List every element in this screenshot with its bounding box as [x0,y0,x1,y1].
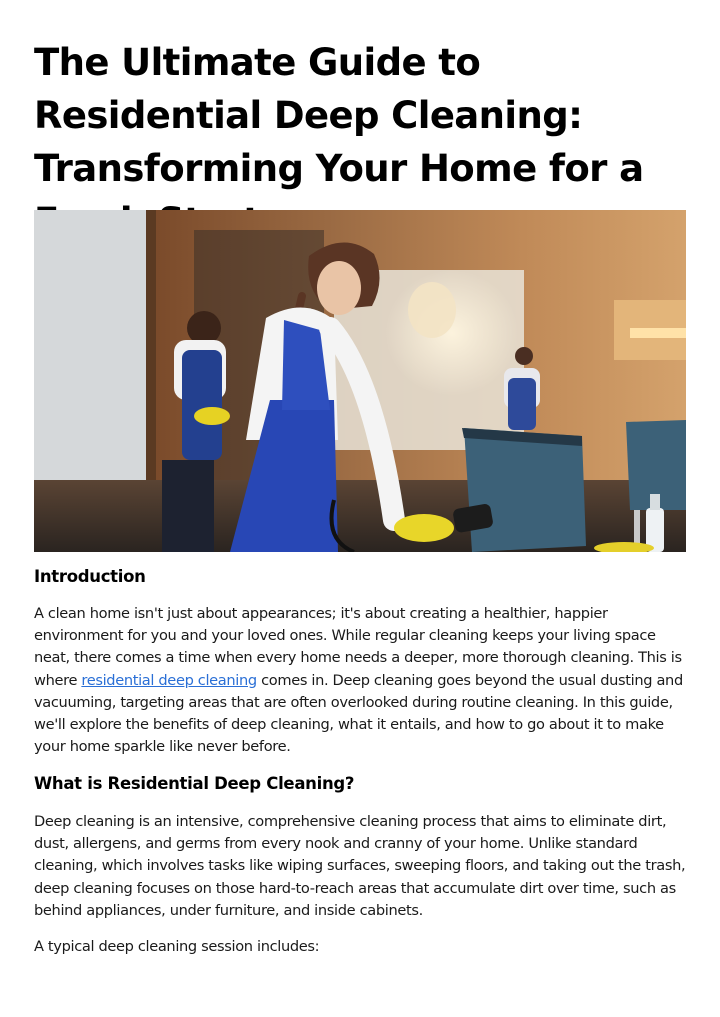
paragraph-session-intro: A typical deep cleaning session includes: [34,938,320,955]
section-heading-introduction: Introduction [34,567,146,586]
section-heading-what-is: What is Residential Deep Cleaning? [34,774,355,793]
residential-deep-cleaning-link[interactable]: residential deep cleaning [81,671,257,689]
paragraph-text: A clean home isn't just about appearances; it's about creating a healthier, happier environment for you and your loved ones. While regular cleaning keeps your living space neat, there comes a time when every home needs a deeper, more thorough cleaning. This is where [34,605,682,689]
hero-image [34,210,686,552]
paragraph-introduction [34,603,686,758]
paragraph-text: comes in. Deep cleaning goes beyond the usual dusting and vacuuming, targeting areas that are often overlooked during routine cleaning. In this guide, we'll explore the benefits of deep cleaning, what it entails, and how to go about it to make your home sparkle like never before. [34,671,683,756]
paragraph-what-is: Deep cleaning is an intensive, comprehensive cleaning process that aims to eliminate dirt, dust, allergens, and germs from every nook and cranny of your home. Unlike standard cleaning, which involves tasks like wiping surfaces, sweeping floors, and taking out the trash, deep cleaning focuses on those hard-to-reach areas that accumulate dirt over time, such as behind appliances, under furniture, and inside cabinets. [34,813,686,919]
article-title: The Ultimate Guide to Residential Deep Cleaning: Transforming Your Home for a [34,41,644,190]
hero-photo-illustration [34,210,686,552]
